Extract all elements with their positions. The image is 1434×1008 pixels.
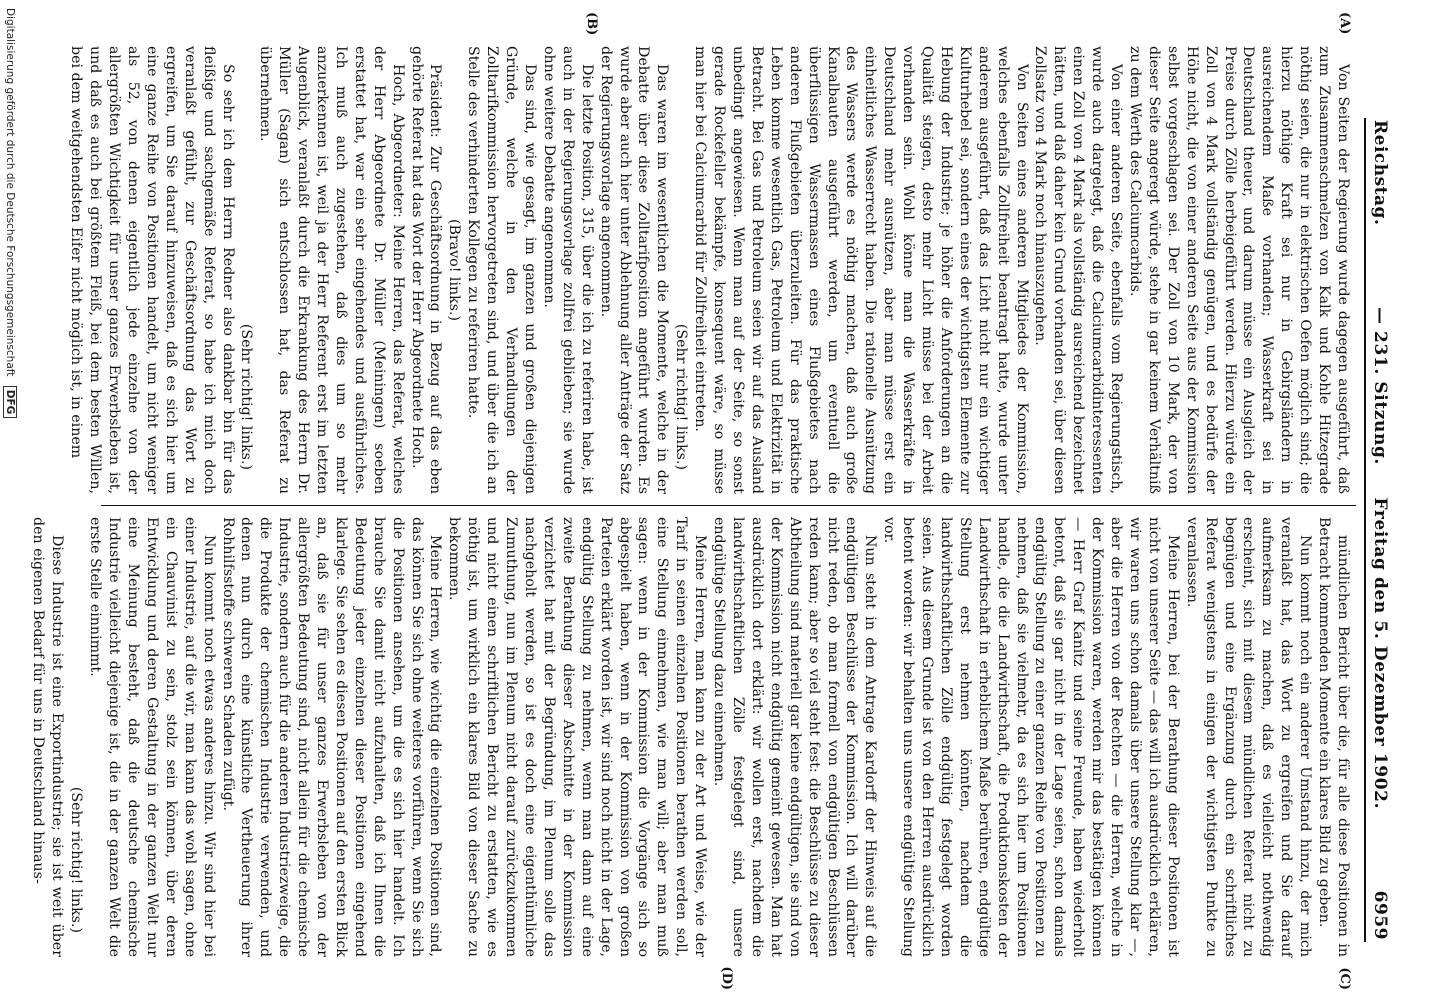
digitization-footer <box>4 0 16 1008</box>
paragraph-president: Präsident: Zur Geschäftsordnung in Bezug auf das eben gehörte Referat hat das Wort der Herr Abgeordnete Hoch. <box>408 46 444 494</box>
paragraph: Meine Herren, wie wichtig die einzelnen Positionen sind, das können Sie sich ohne weiteres vorführen, wenn Sie sich die Positionen ansehen, um die es sich hier handelt. Ich brauche Sie damit nicht aufzuhalten, daß ich Ihnen die Bedeutung jeder einzelnen dieser Positionen eingehend klarlege. Sie sehen es diesen Positionen auf den ersten Blick an, daß sie für unser ganzes Erwerbsleben von der allergrößten Bedeutung sind, nicht allein für die chemische Industrie, sondern auch für die anderen Industriezweige, die die Produkte der chemischen Industrie verwenden, und denen nun durch eine künstliche Vertheuerung ihrer Rohhilfsstoffe schweren Schaden zufügt. <box>219 517 444 957</box>
paragraph: So sehr ich dem Herrn Redner also dankbar bin für das fleißige und sachgemäße Referat, so habe ich mich doch veranlaßt gefühlt, zur Geschäftsordnung das Wort zu ergreifen, um Sie darauf hinzuweisen, daß es sich hier um eine ganze Reihe von Positionen handelt, um nicht weniger als 52, von denen eigentlich jede einzelne von der allergrößten Wichtigkeit für unser ganzes Erwerbsleben ist, und daß es auch bei größtem Fleiß, bei dem besten Willen, bei dem weitgehendsten Eifer nicht möglich ist, in einem <box>68 46 236 494</box>
interjection: (Sehr richtig! links.) <box>68 786 85 933</box>
dfg-logo: DFG <box>3 386 17 419</box>
paragraph: Das sind, wie gesagt, im ganzen und großen diejenigen Gründe, welche in den Verhandlungen der Zolltarifkommission hervorgetreten sind, und über die ich an Stelle des verhinderten Kollegen zu referiren hatte. <box>465 46 539 494</box>
interjection: (Bravo! links.) <box>446 218 463 322</box>
column-rule <box>101 505 1356 506</box>
margin-mark-d: (D) <box>719 966 734 990</box>
paragraph: Von Seiten der Regierung wurde dagegen ausgeführt, daß zum Zusammenschmelzen von Kalk und Kohle Hitzegrade nöthig seien, die nur in elektrischen Oefen möglich sind; die hierzu nöthige Kraft sei nur in Gebirgsländern in ausreichendem Maße vorhanden; Wasserkraft sei in Deutschland theuer, und darum müsse ein Ausgleich der Preise durch Zölle herbeigeführt werden. Hierzu würde ein Zoll von 4 Mark vollständig genügen, und es bedürfe der Höhe nicht, die von einer anderen Seite aus der Kommission selbst vorgeschlagen sei. Der Zoll von 10 Mark, der von dieser Seite angeregt würde, stehe in gar keinem Verhältniß zu dem Werth des Calciumcarbids. <box>1127 46 1351 494</box>
page-number: 6959 <box>1370 890 1390 940</box>
paragraph: Nun kommt noch ein anderer Umstand hinzu, der mich veranlaßt hat, das Wort zu ergreifen und Sie darauf aufmerksam zu machen, daß es vielleicht nothwendig erscheint, sich mit diesem mündlichen Referat nicht zu begnügen und eine Ergänzung durch ein schriftliches Referat wenigstens in einigen der wichtigsten Punkte zu veranlassen. <box>1183 517 1314 957</box>
interjection: (Sehr richtig! links.) <box>238 323 255 470</box>
header-rule <box>1364 118 1366 942</box>
header-title: Reichstag. <box>1370 120 1390 226</box>
header-date: Freitag den 5. Dezember 1902. <box>1370 497 1390 810</box>
paragraph-speaker: Hoch, Abgeordneter: Meine Herren, das Referat, welches der Herr Abgeordnete Dr. Müller (Meiningen) soeben erstattet hat, war ein sehr eingehendes und ausführliches. Ich muß auch zugestehen, daß dies um so mehr anzuerkennen ist, weil ja der Herr Referent erst im letzten Augenblick, veranlaßt durch die Erkrankung des Herrn Dr. Müller (Sagan) sich entschlossen hat, das Referat zu übernehmen. <box>257 46 406 494</box>
page-header <box>1370 120 1400 940</box>
digitization-note: Digitalisierung gefördert durch die Deutsche Forschungsgemeinschaft <box>4 8 16 377</box>
paragraph: Von Seiten eines anderen Mitgliedes der Kommission, welches ebenfalls Zollfreiheit beantragt hatte, wurde unter anderem ausgeführt, daß das Licht nicht nur ein wichtiger Kulturhebel sei, sondern eines der wichtigsten Elemente zur Hebung der Industrie; je höher die Anforderungen an die Qualität steigen, desto mehr Licht müsse bei der Arbeit vorhanden sein. Wohl könne man die Wasserkräfte in Deutschland mehr ausnützen, aber man müsse erst ein einheitliches Wasserrecht haben. Die rationelle Ausnützung des Wassers werde es nöthig machen, daß auch große Kanalbauten ausgeführt werden, um eventuell die überflüssigen Wassermassen eines Flußgebietes nach anderen Flußgebieten überzuleiten. Für das praktische Leben komme wesentlich Gas, Petroleum und Elektrizität in Betracht. Bei Gas und Petroleum seien wir auf das Ausland unbedingt angewiesen. Wenn man auf der Seite, so sonst gerade Rockefeller bekämpfe, konsequent wäre, so müsse man hier bei Calciumcarbid für Zollfreiheit eintreten. <box>692 46 1030 494</box>
header-session-date <box>1370 307 1390 809</box>
paragraph: Von einer anderen Seite, ebenfalls vom Regierungstisch, wurde auch dargelegt, daß die Calciumcarbidinteressenten einen Zoll von 4 Mark als vollständig ausreichend bezeichnet hätten, und daß daher kein Grund vorhanden sei, über diesen Zollsatz von 4 Mark noch hinauszugehen. <box>1032 46 1125 494</box>
paragraph: Nun steht in dem Antrage Kardorff der Hinweis auf die endgültigen Beschlüsse der Kommission. Ich will darüber nicht reden, ob man formell von endgültigen Beschlüssen reden kann; aber so viel steht fest: die Beschlüsse zu dieser Abtheilung sind materiell gar keine endgültigen, sie sind von der Kommission nicht endgültig gemeint gewesen. Man hat ausdrücklich dort erklärt: wir wollen erst, nachdem die landwirthschaftlichen Zölle festgelegt sind, unsere endgültige Stellung dazu einnehmen. <box>711 517 879 957</box>
header-session: — 231. Sitzung. <box>1370 306 1390 465</box>
margin-mark-a: (A) <box>1337 12 1352 35</box>
interjection: (Sehr richtig! links.) <box>673 323 690 470</box>
paragraph: Die letzte Position, 315, über die ich zu referiren habe, ist auch in der Regierungsvorlage zollfrei geblieben; sie wurde ohne weitere Debatte angenommen. <box>540 46 595 494</box>
right-column <box>30 517 1352 957</box>
margin-mark-c: (C) <box>1337 967 1352 990</box>
left-column <box>68 46 1352 494</box>
paragraph: Nun kommt noch etwas anderes hinzu. Wir sind hier bei einer Industrie, auf die wir, man kann das wohl sagen, ohne ein Chauvinist zu sein, stolz sein können, über deren Entwicklung und deren Gestaltung in der ganzen Welt nur eine Meinung besteht, daß die deutsche chemische Industrie vielleicht diejenige ist, die in der ganzen Welt die erste Stelle einnimmt. <box>87 517 217 957</box>
margin-mark-b: (B) <box>584 12 599 36</box>
paragraph: Das waren im wesentlichen die Momente, welche in der Debatte über diese Zolltarifposition angeführt wurden. Es wurde aber auch hier unter Ablehnung aller Anträge der Satz der Regierungsvorlage angenommen. <box>597 46 671 494</box>
paragraph: mündlichen Bericht über die, für alle diese Positionen in Betracht kommenden Momente ein klares Bild zu geben. <box>1316 517 1351 957</box>
paragraph: Meine Herren, man kann zu der Art und Weise, wie der Tarif in seinen einzelnen Positionen berathen werden soll, eine Stellung einnehmen, wie man will; aber man muß sagen: wenn in der Kommission die Vorgänge sich so abgespielt haben, wenn in der Kommission von großen Parteien erklärt worden ist, wir sind noch nicht in der Lage, endgültig Stellung zu nehmen, wenn man dann auf eine zweite Berathung dieser Abschnitte in der Kommission verzichtet hat mit der Begründung, im Plenum solle das nachgeholt werden, so ist es doch eine eigenthümliche Zumuthung, nun im Plenum nicht darauf zurückzukommen und nicht einen schriftlichen Bericht zu erstatten, wie es nöthig ist, um wirklich ein klares Bild von dieser Sache zu bekommen. <box>446 517 709 957</box>
paragraph: Diese Industrie ist eine Exportindustrie; sie ist weit über den eigenen Bedarf für uns in Deutschland hinaus- <box>30 517 66 957</box>
paragraph: Meine Herren, bei der Berathung dieser Positionen ist nicht von unserer Seite — das will ich ausdrücklich erklären, wir waren uns schon damals über unsere Stellung klar —, aber die Herren von der Rechten — die Herren, welche in der Kommission waren, werden mir das bestätigen können — Herr Graf Kanitz und seine Freunde, haben wiederholt betont, daß sie gar nicht in der Lage seien, schon damals endgültig Stellung zu einer ganzen Reihe von Positionen zu nehmen, daß sie vielmehr, da es sich hier um Positionen handle, die die Landwirthschaft, die Produktionskosten der Landwirthschaft in erheblichem Maße berühren, endgültige Stellung erst nehmen könnten, nachdem die landwirthschaftlichen Zölle endgültig festgelegt worden seien. Aus diesem Grunde ist von den Herren ausdrücklich betont worden: wir behalten uns unsere endgültige Stellung vor. <box>881 517 1181 957</box>
